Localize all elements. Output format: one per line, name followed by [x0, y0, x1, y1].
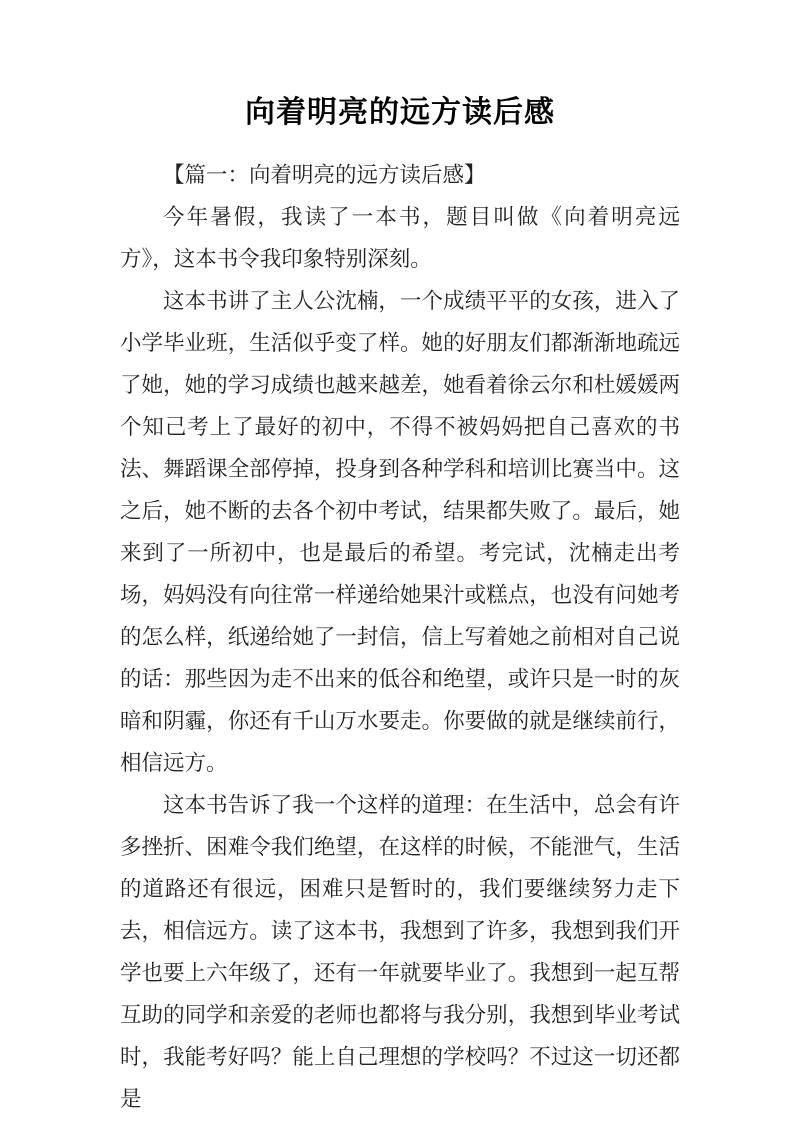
paragraph-intro: 今年暑假，我读了一本书，题目叫做《向着明亮远方》，这本书令我印象特别深刻。: [120, 205, 680, 271]
document-body: [120, 154, 680, 1120]
document-title: 向着明亮的远方读后感: [245, 95, 555, 130]
paragraph-section-heading: 【篇一：向着明亮的远方读后感】: [163, 163, 486, 187]
paragraph-reflection: 这本书告诉了我一个这样的道理：在生活中，总会有许多挫折、困难令我们绝望，在这样的时候，不能泄气，生活的道路还有很远，困难只是暂时的，我们要继续努力走下去，相信远方。读了这本书，我想到了许多，我想到我们开学也要上六年级了，还有一年就要毕业了。我想到一起互帮互助的同学和亲爱的老师也都将与我分别，我想到毕业考试时，我能考好吗？能上自己理想的学校吗？不过这一切还都是: [120, 793, 680, 1111]
paragraph-summary: 这本书讲了主人公沈楠，一个成绩平平的女孩，进入了小学毕业班，生活似乎变了样。她的好朋友们都渐渐地疏远了她，她的学习成绩也越来越差，她看着徐云尔和杜媛媛两个知己考上了最好的初中，不得不被妈妈把自己喜欢的书法、舞蹈课全部停掉，投身到各种学科和培训比赛当中。这之后，她不断的去各个初中考试，结果都失败了。最后，她来到了一所初中，也是最后的希望。考完试，沈楠走出考场，妈妈没有向往常一样递给她果汁或糕点，也没有问她考的怎么样，纸递给她了一封信，信上写着她之前相对自己说的话：那些因为走不出来的低谷和绝望，或许只是一时的灰暗和阴霾，你还有千山万水要走。你要做的就是继续前行，相信远方。: [120, 289, 680, 775]
